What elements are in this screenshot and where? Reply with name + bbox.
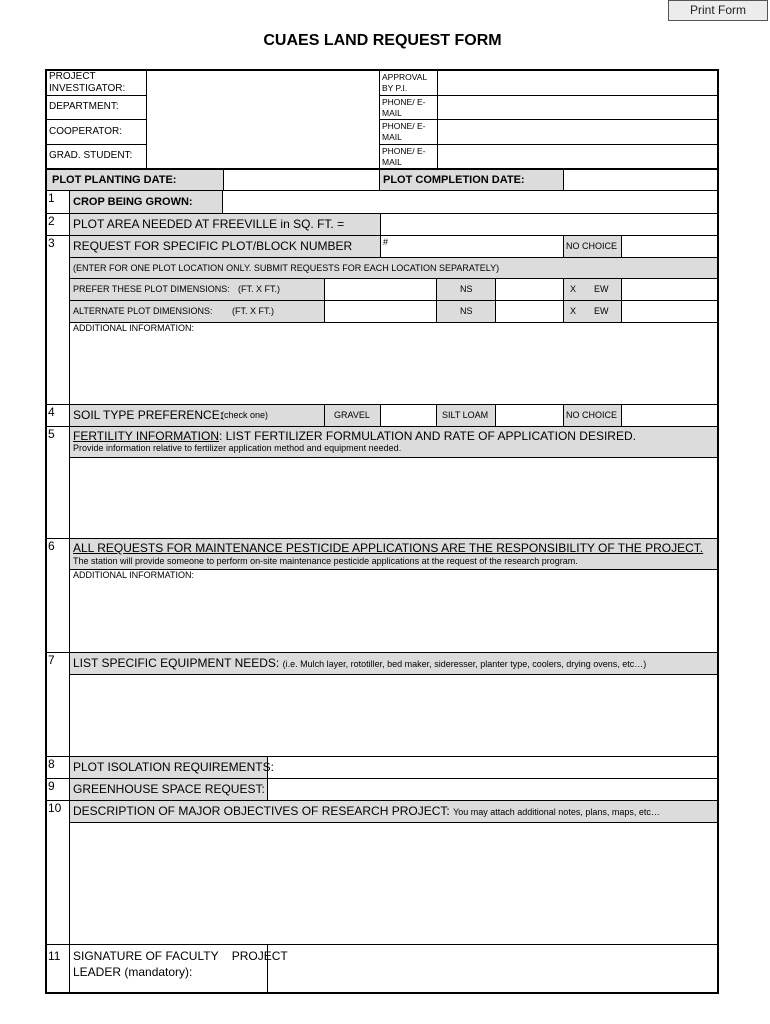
prefer-ew-field[interactable] bbox=[622, 279, 717, 300]
isolation-field[interactable] bbox=[268, 757, 717, 778]
request-plot-label: REQUEST FOR SPECIFIC PLOT/BLOCK NUMBER bbox=[73, 239, 353, 253]
project-investigator-label: PROJECT INVESTIGATOR: bbox=[49, 71, 126, 94]
phone-email-label-1: PHONE/ E-MAIL bbox=[382, 97, 426, 118]
objectives-label: DESCRIPTION OF MAJOR OBJECTIVES OF RESEARCH PROJECT: bbox=[73, 804, 450, 818]
grad-student-label: GRAD. STUDENT: bbox=[49, 150, 133, 161]
pesticide-heading: ALL REQUESTS FOR MAINTENANCE PESTICIDE APPLICATIONS ARE THE RESPONSIBILITY OF THE PROJECT. bbox=[73, 541, 704, 555]
phone-email-field-1[interactable] bbox=[438, 96, 717, 119]
prefer-x-field[interactable] bbox=[496, 279, 563, 300]
fertility-heading-rest: : LIST FERTILIZER FORMULATION AND RATE OF APPLICATION DESIRED. bbox=[219, 429, 636, 443]
greenhouse-label: GREENHOUSE SPACE REQUEST: bbox=[73, 782, 265, 796]
row-number: 2 bbox=[48, 214, 55, 228]
cooperator-label: COOPERATOR: bbox=[49, 126, 122, 137]
row-number: 5 bbox=[48, 427, 55, 441]
alternate-ns-field[interactable] bbox=[325, 301, 436, 322]
signature-field[interactable] bbox=[268, 945, 717, 992]
gravel-label: GRAVEL bbox=[334, 410, 370, 420]
plot-planting-date-field[interactable] bbox=[224, 169, 379, 190]
crop-label: CROP BEING GROWN: bbox=[73, 196, 193, 208]
no-choice-label: NO CHOICE bbox=[566, 241, 618, 251]
plot-number-prefix: # bbox=[383, 237, 389, 247]
row-number: 10 bbox=[48, 801, 62, 815]
prefer-ns-field[interactable] bbox=[325, 279, 436, 300]
ew-label: EW bbox=[594, 284, 609, 294]
no-choice-label: NO CHOICE bbox=[566, 410, 618, 420]
row-number: 7 bbox=[48, 653, 55, 667]
phone-email-field-2[interactable] bbox=[438, 120, 717, 144]
objectives-note: You may attach additional notes, plans, maps, etc… bbox=[453, 807, 660, 817]
plot-area-field[interactable] bbox=[381, 214, 717, 235]
prefer-dimensions-label: PREFER THESE PLOT DIMENSIONS: bbox=[73, 284, 230, 294]
equipment-note: (i.e. Mulch layer, rototiller, bed maker, sideresser, planter type, coolers, drying ovens, etc…) bbox=[282, 659, 647, 669]
silt-loam-checkbox[interactable] bbox=[496, 405, 563, 426]
alternate-ew-field[interactable] bbox=[622, 301, 717, 322]
phone-email-label-3: PHONE/ E-MAIL bbox=[382, 146, 426, 167]
grad-student-field[interactable] bbox=[147, 145, 379, 168]
row-number: 6 bbox=[48, 539, 55, 553]
objectives-field[interactable] bbox=[70, 823, 717, 944]
gravel-checkbox[interactable] bbox=[381, 405, 436, 426]
objectives-heading bbox=[73, 805, 660, 818]
row-number: 4 bbox=[48, 405, 55, 419]
additional-info-field-1[interactable] bbox=[70, 335, 717, 404]
cooperator-field[interactable] bbox=[147, 120, 379, 144]
silt-loam-label: SILT LOAM bbox=[442, 410, 489, 420]
signature-label-line-2: LEADER (mandatory): bbox=[73, 965, 193, 979]
signature-label-line-1: SIGNATURE OF FACULTY PROJECT bbox=[73, 949, 288, 963]
ew-label: EW bbox=[594, 306, 609, 316]
pesticide-note: The station will provide someone to perform on-site maintenance pesticide applications at the request of the research program. bbox=[73, 556, 578, 566]
row-number: 9 bbox=[48, 779, 55, 793]
print-form-button[interactable]: Print Form bbox=[668, 0, 768, 21]
plot-number-field[interactable] bbox=[393, 236, 563, 257]
page-title: CUAES LAND REQUEST FORM bbox=[263, 32, 502, 49]
row-number: 8 bbox=[48, 757, 55, 771]
additional-info-field-2[interactable] bbox=[70, 582, 717, 652]
soil-type-label: SOIL TYPE PREFERENCE: bbox=[73, 408, 224, 422]
row-number: 11 bbox=[48, 949, 61, 963]
equipment-heading bbox=[73, 657, 646, 670]
row-number: 1 bbox=[48, 191, 55, 205]
equipment-label: LIST SPECIFIC EQUIPMENT NEEDS: bbox=[73, 656, 280, 670]
enter-note: (ENTER FOR ONE PLOT LOCATION ONLY. SUBMIT REQUESTS FOR EACH LOCATION SEPARATELY) bbox=[73, 263, 500, 273]
check-one-label: (check one) bbox=[221, 410, 269, 420]
x-label: X bbox=[570, 306, 577, 316]
plot-completion-date-label: PLOT COMPLETION DATE: bbox=[383, 174, 525, 186]
plot-planting-date-label: PLOT PLANTING DATE: bbox=[52, 174, 177, 186]
no-choice-soil-checkbox[interactable] bbox=[622, 405, 717, 426]
approval-label: APPROVAL BY P.I. bbox=[382, 72, 427, 93]
no-choice-plot-field[interactable] bbox=[622, 236, 717, 257]
isolation-label: PLOT ISOLATION REQUIREMENTS: bbox=[73, 760, 274, 774]
plot-completion-date-field[interactable] bbox=[564, 169, 717, 190]
fertility-field[interactable] bbox=[70, 458, 717, 538]
equipment-field[interactable] bbox=[70, 675, 717, 756]
ns-label: NS bbox=[460, 284, 473, 294]
phone-email-field-3[interactable] bbox=[438, 145, 717, 168]
approval-field[interactable] bbox=[438, 71, 717, 95]
alternate-dimensions-label: ALTERNATE PLOT DIMENSIONS: bbox=[73, 306, 213, 316]
ft-x-ft-label: (FT. X FT.) bbox=[238, 284, 280, 294]
signature-label bbox=[73, 948, 288, 980]
project-investigator-field[interactable] bbox=[147, 71, 379, 95]
additional-info-label: ADDITIONAL INFORMATION: bbox=[73, 570, 195, 580]
phone-email-label-2: PHONE/ E-MAIL bbox=[382, 121, 426, 142]
department-field[interactable] bbox=[147, 96, 379, 119]
department-label: DEPARTMENT: bbox=[49, 101, 119, 112]
additional-info-label: ADDITIONAL INFORMATION: bbox=[73, 323, 195, 333]
crop-field[interactable] bbox=[223, 191, 717, 213]
fertility-heading bbox=[73, 430, 636, 442]
x-label: X bbox=[570, 284, 577, 294]
fertility-note: Provide information relative to fertilizer application method and equipment needed. bbox=[73, 443, 402, 453]
ft-x-ft-label: (FT. X FT.) bbox=[232, 306, 274, 316]
row-number: 3 bbox=[48, 236, 55, 250]
alternate-x-field[interactable] bbox=[496, 301, 563, 322]
plot-area-label: PLOT AREA NEEDED AT FREEVILLE in SQ. FT. = bbox=[73, 217, 345, 231]
greenhouse-field[interactable] bbox=[268, 779, 717, 800]
fertility-heading-underlined: FERTILITY INFORMATION bbox=[73, 429, 220, 443]
ns-label: NS bbox=[460, 306, 473, 316]
